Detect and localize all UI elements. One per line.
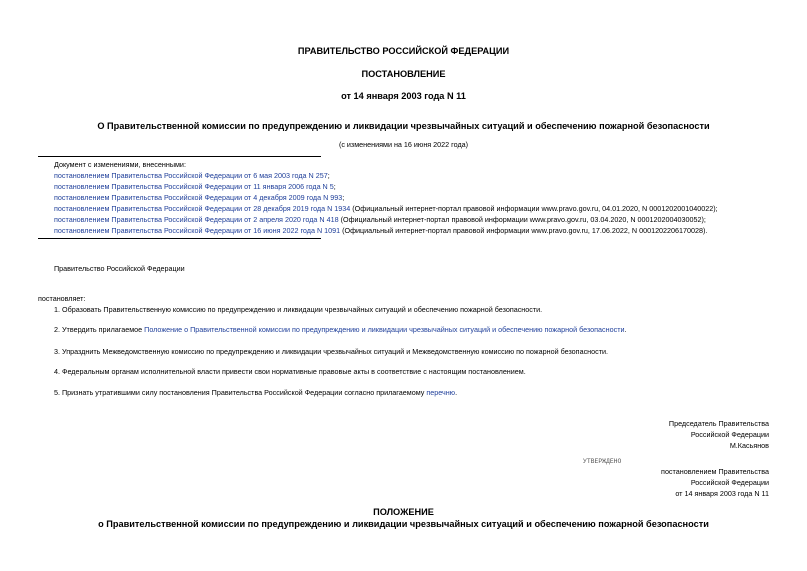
amendment-link[interactable]: постановлением Правительства Российской Федерации от 2 апреля 2020 года N 418: [54, 215, 339, 224]
signature-line: Российской Федерации: [690, 430, 769, 439]
approved-line: постановлением Правительства: [661, 467, 769, 476]
regulation-link[interactable]: Положение о Правительственной комиссии по предупреждению и ликвидации чрезвычайных ситуаций и обеспечению пожарной безопасности: [144, 325, 625, 334]
document-type: ПОСТАНОВЛЕНИЕ: [361, 69, 446, 79]
amendments-list: [54, 170, 718, 236]
clause-5: 5. Признать утратившими силу постановления Правительства Российской Федерации согласно прилагаемому перечню.: [54, 388, 458, 397]
amendments-intro: Документ с изменениями, внесенными:: [54, 160, 186, 169]
signature-name: М.Касьянов: [729, 441, 769, 450]
issuing-authority: ПРАВИТЕЛЬСТВО РОССИЙСКОЙ ФЕДЕРАЦИИ: [297, 46, 510, 56]
signature-line: Председатель Правительства: [668, 419, 769, 428]
amendment-item: постановлением Правительства Российской Федерации от 11 января 2006 года N 5;: [54, 182, 336, 191]
amendment-link[interactable]: постановлением Правительства Российской Федерации от 4 декабря 2009 года N 993: [54, 193, 343, 202]
clause-1: 1. Образовать Правительственную комиссию по предупреждению и ликвидации чрезвычайных ситуаций и обеспечению пожарной безопасности.: [54, 305, 543, 314]
amendment-link[interactable]: постановлением Правительства Российской Федерации от 28 декабря 2019 года N 1934: [54, 204, 351, 213]
amendment-item: постановлением Правительства Российской Федерации от 28 декабря 2019 года N 1934 (Официальный интернет-портал правовой информации www.pravo.gov.ru, 04.01.2020, N 0001202001040022);: [54, 204, 718, 213]
signature-block: [669, 418, 769, 451]
resolves-line: постановляет:: [38, 294, 86, 303]
clause-3: 3. Упразднить Межведомственную комиссию по предупреждению и ликвидации чрезвычайных ситуаций и Межведомственную комиссию по пожарной безопасности.: [54, 347, 609, 356]
appendix-title: ПОЛОЖЕНИЕ: [373, 507, 434, 517]
approved-block: [661, 466, 769, 499]
approved-line: Российской Федерации: [690, 478, 769, 487]
amendment-item: постановлением Правительства Российской Федерации от 2 апреля 2020 года N 418 (Официальный интернет-портал правовой информации www.pravo.gov.ru, 03.04.2020, N 0001202004030052);: [54, 215, 706, 224]
list-link[interactable]: перечню: [426, 388, 456, 397]
revision-note: (с изменениями на 16 июня 2022 года): [338, 140, 469, 149]
clause-2: 2. Утвердить прилагаемое Положение о Правительственной комиссии по предупреждению и ликвидации чрезвычайных ситуаций и обеспечению пожарной безопасности.: [54, 325, 627, 334]
amendments-bottom-rule: [38, 238, 321, 239]
amendment-link[interactable]: постановлением Правительства Российской Федерации от 11 января 2006 года N 5: [54, 182, 334, 191]
amendment-item: постановлением Правительства Российской Федерации от 4 декабря 2009 года N 993;: [54, 193, 345, 202]
amendment-link[interactable]: постановлением Правительства Российской Федерации от 16 июня 2022 года N 1091: [54, 226, 341, 235]
amendments-top-rule: [38, 156, 321, 157]
approved-line: от 14 января 2003 года N 11: [675, 489, 769, 498]
amendment-item: постановлением Правительства Российской Федерации от 16 июня 2022 года N 1091 (Официальный интернет-портал правовой информации www.pravo.gov.ru, 17.06.2022, N 0001202206170028).: [54, 226, 708, 235]
appendix-subtitle: о Правительственной комиссии по предупреждению и ликвидации чрезвычайных ситуаций и обеспечению пожарной безопасности: [98, 519, 709, 529]
clause-4: 4. Федеральным органам исполнительной власти привести свои нормативные правовые акты в соответствие с настоящим постановлением.: [54, 367, 526, 376]
approved-label: УТВЕРЖДЕНО: [583, 458, 622, 465]
amendment-link[interactable]: постановлением Правительства Российской Федерации от 6 мая 2003 года N 257: [54, 171, 328, 180]
amendment-item: постановлением Правительства Российской Федерации от 6 мая 2003 года N 257;: [54, 171, 330, 180]
document-date-number: от 14 января 2003 года N 11: [341, 91, 466, 101]
document-title: О Правительственной комиссии по предупреждению и ликвидации чрезвычайных ситуаций и обеспечению пожарной безопасности: [97, 121, 710, 131]
government-line: Правительство Российской Федерации: [54, 264, 185, 273]
